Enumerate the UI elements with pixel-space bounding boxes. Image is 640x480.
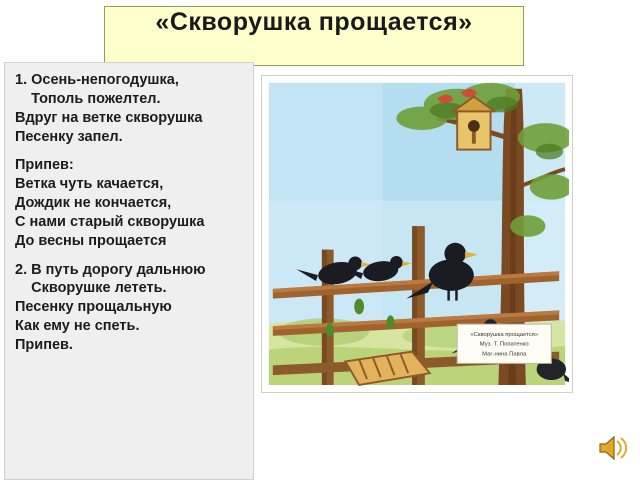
lyric-line: Скворушке лететь. [15,280,167,297]
lyric-line: Вдруг на ветке скворушка [15,109,203,126]
watercolor-drawing-starlings-on-fence [265,79,569,389]
lyric-line: Припев. [15,336,73,353]
picture-caption-line-2: Муз. Т. Попатенко [479,341,529,348]
lyric-line: Песенку запел. [15,128,123,145]
picture-caption-line-1: «Скворушка прощается» [470,331,539,338]
lyric-line: Песенку прощальную [15,299,172,316]
lyric-line: До весны прощается [15,232,167,249]
lyric-line: Ветка чуть качается, [15,176,164,193]
lyric-line: 1. Осень-непогодушка, [15,72,179,88]
lyric-line-blank [15,146,247,156]
lyric-line: Дождик не кончается, [15,195,172,212]
lyric-line: Тополь пожелтел. [15,90,161,107]
lyric-line: С нами старый скворушка [15,213,205,230]
lyric-line: 2. В путь дорогу дальнюю [15,261,206,278]
illustration-frame [262,76,572,392]
lyric-line: Как ему не спеть. [15,318,140,335]
picture-caption-line-3: Маг-нина Павла [482,351,527,358]
speaker-icon[interactable] [596,432,630,464]
lyric-line-blank [15,355,247,365]
page-title: «Скворушка прощается» [155,8,473,36]
lyric-line: Припев: [15,157,74,174]
lyrics-panel [4,62,254,480]
lyric-line-blank [15,251,247,261]
